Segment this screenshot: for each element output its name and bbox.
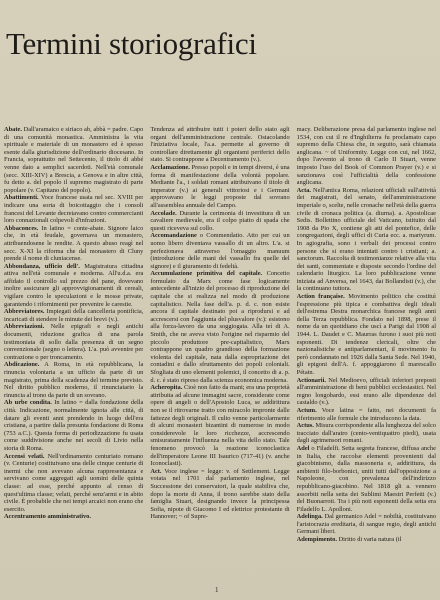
dictionary-entry bbox=[297, 407, 436, 422]
entry-definition: Dall'aramaico e siriaco ab, abbà = padre. Capo di una comunità monastica. Amministra la vita spirituale e materiale di un monastero ed è spesso esente dalla giurisdizione dell'ordinario diocesano. In Francia, soprattutto nel Settecento, il titolo di abbé venne dato a semplici sacerdoti. Nell'età comunale (secc. XIII-XIV) a Brescia, a Genova e in altre città, fu detto a. del popolo il supremo magistrato di parte popolare (v. Capitano del popolo). bbox=[4, 126, 144, 194]
dictionary-entry bbox=[4, 225, 143, 263]
entry-headword: Actus. bbox=[296, 422, 314, 430]
dictionary-entry bbox=[150, 210, 289, 233]
dictionary-entry bbox=[150, 164, 289, 210]
dictionary-entry bbox=[297, 293, 436, 377]
dictionary-entry bbox=[297, 536, 436, 544]
entry-headword: Abbreviazioni. bbox=[4, 323, 45, 331]
entry-definition: Nelle epigrafi e negli antichi documenti, riduzione grafica di una parola testimoniata di sollo dalla presenza di un segno convenzionale (segno o lettera). L'a. può avvenire per contrazione o per troncamento. bbox=[4, 323, 144, 361]
entry-definition: Voce inglese = legge: v. of Settlement. Legge votata nel 1701 dal parlamento inglese, nel Successione dei conservatori, la quale stabiliva che, dopo la morte di Anna, il trono sarebbe stato della famiglia Stuart, designando invece la principessa Sofia, nipote di Giacomo I ed elettrice protestante di Hannover; ~ of Supre- bbox=[150, 467, 290, 521]
dictionary-entry bbox=[4, 126, 143, 194]
dictionary-entry bbox=[297, 445, 436, 513]
entry-headword: Abbreviatores. bbox=[4, 308, 45, 316]
entry-headword: Acta. bbox=[296, 186, 312, 194]
entry-headword: Adel bbox=[296, 444, 310, 452]
entry-definition: Voce latina = fatto, nei documenti fa riferimento alle formule che introducono la data. bbox=[296, 406, 436, 422]
dictionary-entry bbox=[297, 513, 436, 536]
entry-headword: Acheropita. bbox=[150, 384, 183, 392]
dictionary-entry bbox=[4, 399, 143, 452]
entry-headword: Ab urbe condita. bbox=[4, 399, 52, 407]
entry-definition: Cioè non fatto da mani; era una proprietà attribuita ad alcune immagini sacre, considerate come opere di angeli o dell'Apostolo Luca, se addirittura non se il ritrovarne tratto con miracolo impronte dalle fattezze degli originali. Il culto venne particolarmente di alcuni monasteri bizantini di numerose in modo considerevole le loro ricchezze, accrescendo smisuratamente l'influenza nella vita dello stato. Tale fenomeno provocò la reazione iconoclastica dell'imperatore Leone III Isaurico (717-41) (v. anche Iconoclasti). bbox=[150, 384, 290, 468]
page-number: 1 bbox=[215, 586, 219, 594]
dictionary-entry bbox=[150, 232, 289, 270]
entry-definition: Misura corrispondente alla lunghezza del solco tracciato dall'aratro (cento-ventiquattro piedi), usata dagli agrimensori romani. bbox=[296, 422, 436, 445]
column-2 bbox=[150, 126, 289, 596]
dictionary-entry bbox=[4, 323, 143, 361]
entry-definition: Magistratura cittadina attiva nell'età comunale e moderna. All'u.d.a. era affidato il controllo sul prezzo del pane, dovevano inoltre assicurare gli approvvigionamenti di cereali, vigilare contro le speculazioni e le mosse private, garantendo i rifornimenti per prevenire le carestie. bbox=[4, 262, 144, 308]
dictionary-entry bbox=[150, 384, 289, 468]
entry-definition: Durante la cerimonia di investitura di un cavaliere medievale, era il colpo piatto di spada che questi riceveva sul collo. bbox=[150, 209, 290, 232]
entry-headword: Abate. bbox=[4, 126, 22, 133]
dictionary-entry bbox=[4, 513, 143, 521]
entry-definition: Presso popoli e in tempi diversi, è una forma di manifestazione della volontà popolare. Mediante l'a., i soldati romani attribuivano il titolo di imperator (v.) ai generali vittoriosi e i Germani approvavano le leggi proposte dal sovrano all'assemblea annuale del Campo. bbox=[150, 163, 290, 209]
column-3 bbox=[297, 126, 436, 596]
dictionary-entry bbox=[297, 126, 436, 187]
entry-headword: Accomandazione bbox=[150, 232, 197, 240]
entry-headword: Acclamazione. bbox=[150, 163, 190, 171]
entry-headword: Accolade. bbox=[150, 209, 177, 217]
entry-definition: A Roma, in età repubblicana, la rinuncia volontaria a un ufficio da parte di un magistrato, prima della scadenza del termine previsto. Nel diritto pubblico moderno, il rinunciatario la rinuncia al trono da parte di un sovrano. bbox=[4, 361, 144, 399]
entry-definition: Impiegati della cancelleria pontificia, incaricati di stendere le minute dei brevi (v.). bbox=[4, 308, 144, 323]
entry-headword: Adelinga. bbox=[296, 513, 323, 521]
entry-definition: Nel Medioevo, ufficiali inferiori preposti all'amministrazione di beni pubblici ecclesiastici. Nel regno longobardo, essi erano alle dipendenze del castaldo (v.). bbox=[296, 376, 436, 407]
entry-definition: Dal germanico Adel = nobiltà, costituivano l'aristocrazia ereditaria, di sangue regio, degli antichi Germani liberi. bbox=[296, 513, 436, 536]
page-title: Termini storiografici bbox=[6, 26, 257, 61]
dictionary-entry bbox=[4, 361, 143, 399]
dictionary-entry bbox=[4, 453, 143, 514]
entry-definition: Diritto di varia natura (il bbox=[338, 536, 402, 544]
entry-headword: Abdicazione. bbox=[4, 361, 40, 369]
entry-definition: o Filadelfi. Setta segreta francese, diffusa anche in Italia, che raccolse elementi provenienti dal giacobinismo, dalla massoneria e, addirittura, da ambienti filo-borbonici, uniti tutti dall'opposizione a Napoleone, con prevalenza dell'indirizzo repubblicano-giacobino. Nel 1818 gli a. vennero assorbiti nella setta dei Sublimi Maestri Perfetti (v.) del Buonarroti. Tra i più noti esponenti della setta era Filadelfo L. Apolloni. bbox=[296, 444, 436, 513]
entry-headword: Accentramento amministrativo. bbox=[4, 513, 91, 521]
entry-headword: Abattimenti. bbox=[4, 194, 39, 202]
entry-definition: macy. Deliberazione presa dal parlamento inglese nel 1534, con cui il re d'Inghilterra fu proclamato capo supremo della Chiesa che, in seguito, sarà chiamata anglicana. ~ of Uniformity. Legge con cui, nel 1662, dopo l'avvento al trono di Carlo II Stuart, venne imposto l'uso del Book of Common Prayer (v.) e si sanzionava così l'ufficialità della confessione anglicana. bbox=[296, 126, 436, 187]
entry-definition: Voce francese usata nel sec. XVIII per indicare una sorta di boicottaggio che i consoli francesi del Levante decretavano contro commercianti loro connazionali colpevoli d'infrazioni. bbox=[4, 194, 144, 225]
entry-headword: Action française. bbox=[296, 293, 345, 301]
entry-definition: In latino = conte-abate. Signore laico che, in età feudale, governava un monastero, attribuendosene le rendite. A questo abuso reagì nel secc. X-XI la riforma che dal monastero di Cluny prende il nome di cluniacense. bbox=[4, 224, 144, 263]
entry-headword: Actum. bbox=[296, 406, 317, 414]
dictionary-entry bbox=[297, 422, 436, 445]
entry-headword: Accensi velati. bbox=[4, 452, 45, 460]
dictionary-entry bbox=[4, 194, 143, 224]
column-1 bbox=[4, 126, 143, 596]
dictionary-entry bbox=[4, 263, 143, 309]
entry-definition: Tendenza ad attribuire tutti i poteri dello stato agli organi dell'amministrazione centrale. Ostacolando l'iniziativa locale, l'a.a. permette al governo di controllare direttamente gli organismi periferici dello stato. Si contrappone a Decentramento (v.). bbox=[150, 126, 290, 164]
entry-headword: Adempimento. bbox=[296, 536, 337, 544]
dictionary-entry bbox=[297, 377, 436, 407]
entry-definition: Concetto formulato da Marx come fase logicamente antecedente all'inizio del processo di riproduzione del capitale che si realizza nel modo di produzione capitalistico. Nella fase dell'a. p. d. c. non esiste ancora il capitale destinato poi a riprodursi e ad accrescersi con l'aggiunta del plusvalore (v.): esistono alla forza-lavoro da una soggiogata. Alla teì di A. Smith, che ne aveva visto l'origine nel risparmio del piccolo produttore pre-capitalistico, Marx contrappone un quadro grandioso della formazione violenta del capitale, nata dalla espropriazione dei contadini e dallo sfruttamento dei popoli coloniali. Sfogliata di uno elementi polemici, il concetto di a. p. d. c. è stato ripreso dalla scienza economica moderna. bbox=[150, 270, 290, 384]
entry-definition: Movimento politico che costituì l'espressione più tipica e combattiva degli ideali dell'estrema Destra monarchica francese negli anni della Terza repubblica. Fondato nel 1898, prese il nome da un quotidiano che uscì a Parigi dal 1908 al 1944. L. Daudet e C. Maurras furono i suoi più noti esponenti. Di tendenze clericali, oltre che nazionalistiche e antiparlamentari, il movimento fu però condannato nel 1926 dalla Santa Sede. Nel 1940, gli epigoni dell'A. f. appoggiarono il marescallo Pétain. bbox=[296, 293, 436, 376]
dictionary-entry bbox=[150, 270, 289, 384]
entry-definition: Nell'antica Roma, relazioni ufficiali sull'attività dei magistrati, del senato, dell'amministrazione imperiale o, scelte, nelle cronache nell'età della guerra civile di cronaca politica (a. diurna). a. Apostolicae Sedis. Bollettino ufficiale del Vaticano, istituito dal 1908 da Pio X, contiene gli atti del pontefice, delle congregazioni, degli uffici di Curia ecc. a. martyrum. In agiografia, sono i verbali dei processi contro persone che si erano intentati contro i cristiani; a. sanctorum. Raccolta di testimonianze relative alla vita dei santi, commentate e disposte secondo l'ordine del calendario liturgico. La loro pubblicazione venne iniziata ad Anversa, nel 1643, dai Bollandisti (v.), che la continuano tuttora. bbox=[296, 186, 436, 293]
entry-definition: In latino = dalla fondazione della città. Indicazione, normalmente ignota alle città, di datare gli eventi anni prendendo in luogo dell'era cristiana, a partire dalla presunta fondazione di Roma (753 a.C.). Questa forma di periodizzazione fu usata come suddivisione anche nei secoli di Livio nella storia di Roma. bbox=[4, 399, 144, 452]
entry-definition: o Commendatio. Atto per cui un uomo libero diventava vassallo di un altro. L'a. si perfezionava attraverso l'omaggio manuum (introduzione delle mani del vassallo fra quelle del signore) e il giuramento di fedeltà. bbox=[150, 232, 290, 270]
entry-headword: Abbondanza, ufficio dell'. bbox=[4, 262, 80, 270]
entry-headword: Act. bbox=[150, 467, 162, 475]
dictionary-entry bbox=[150, 468, 289, 521]
dictionary-entry bbox=[297, 187, 436, 293]
entry-headword: Accumulazione primitiva del capitale. bbox=[150, 270, 263, 278]
dictionary-entry bbox=[150, 126, 289, 164]
entry-definition: Nell'ordinamento centuriato romano (v. Centurie) costituivano una delle cinque centurie di inermi che non avevano alcuna rappresentanza e servivano come aggregati agli uomini delle quinta classe: ad esse, perché appunto al censo di quest'ultima classe; velati, perché senz'armi e in abito civile. È probabile che nei tempi arcaici non erano che esercito. bbox=[4, 452, 144, 513]
dictionary-entry bbox=[4, 308, 143, 323]
entry-headword: Actionarii. bbox=[296, 376, 326, 384]
entry-headword: Abbaconces. bbox=[4, 224, 39, 232]
text-columns bbox=[4, 126, 436, 596]
